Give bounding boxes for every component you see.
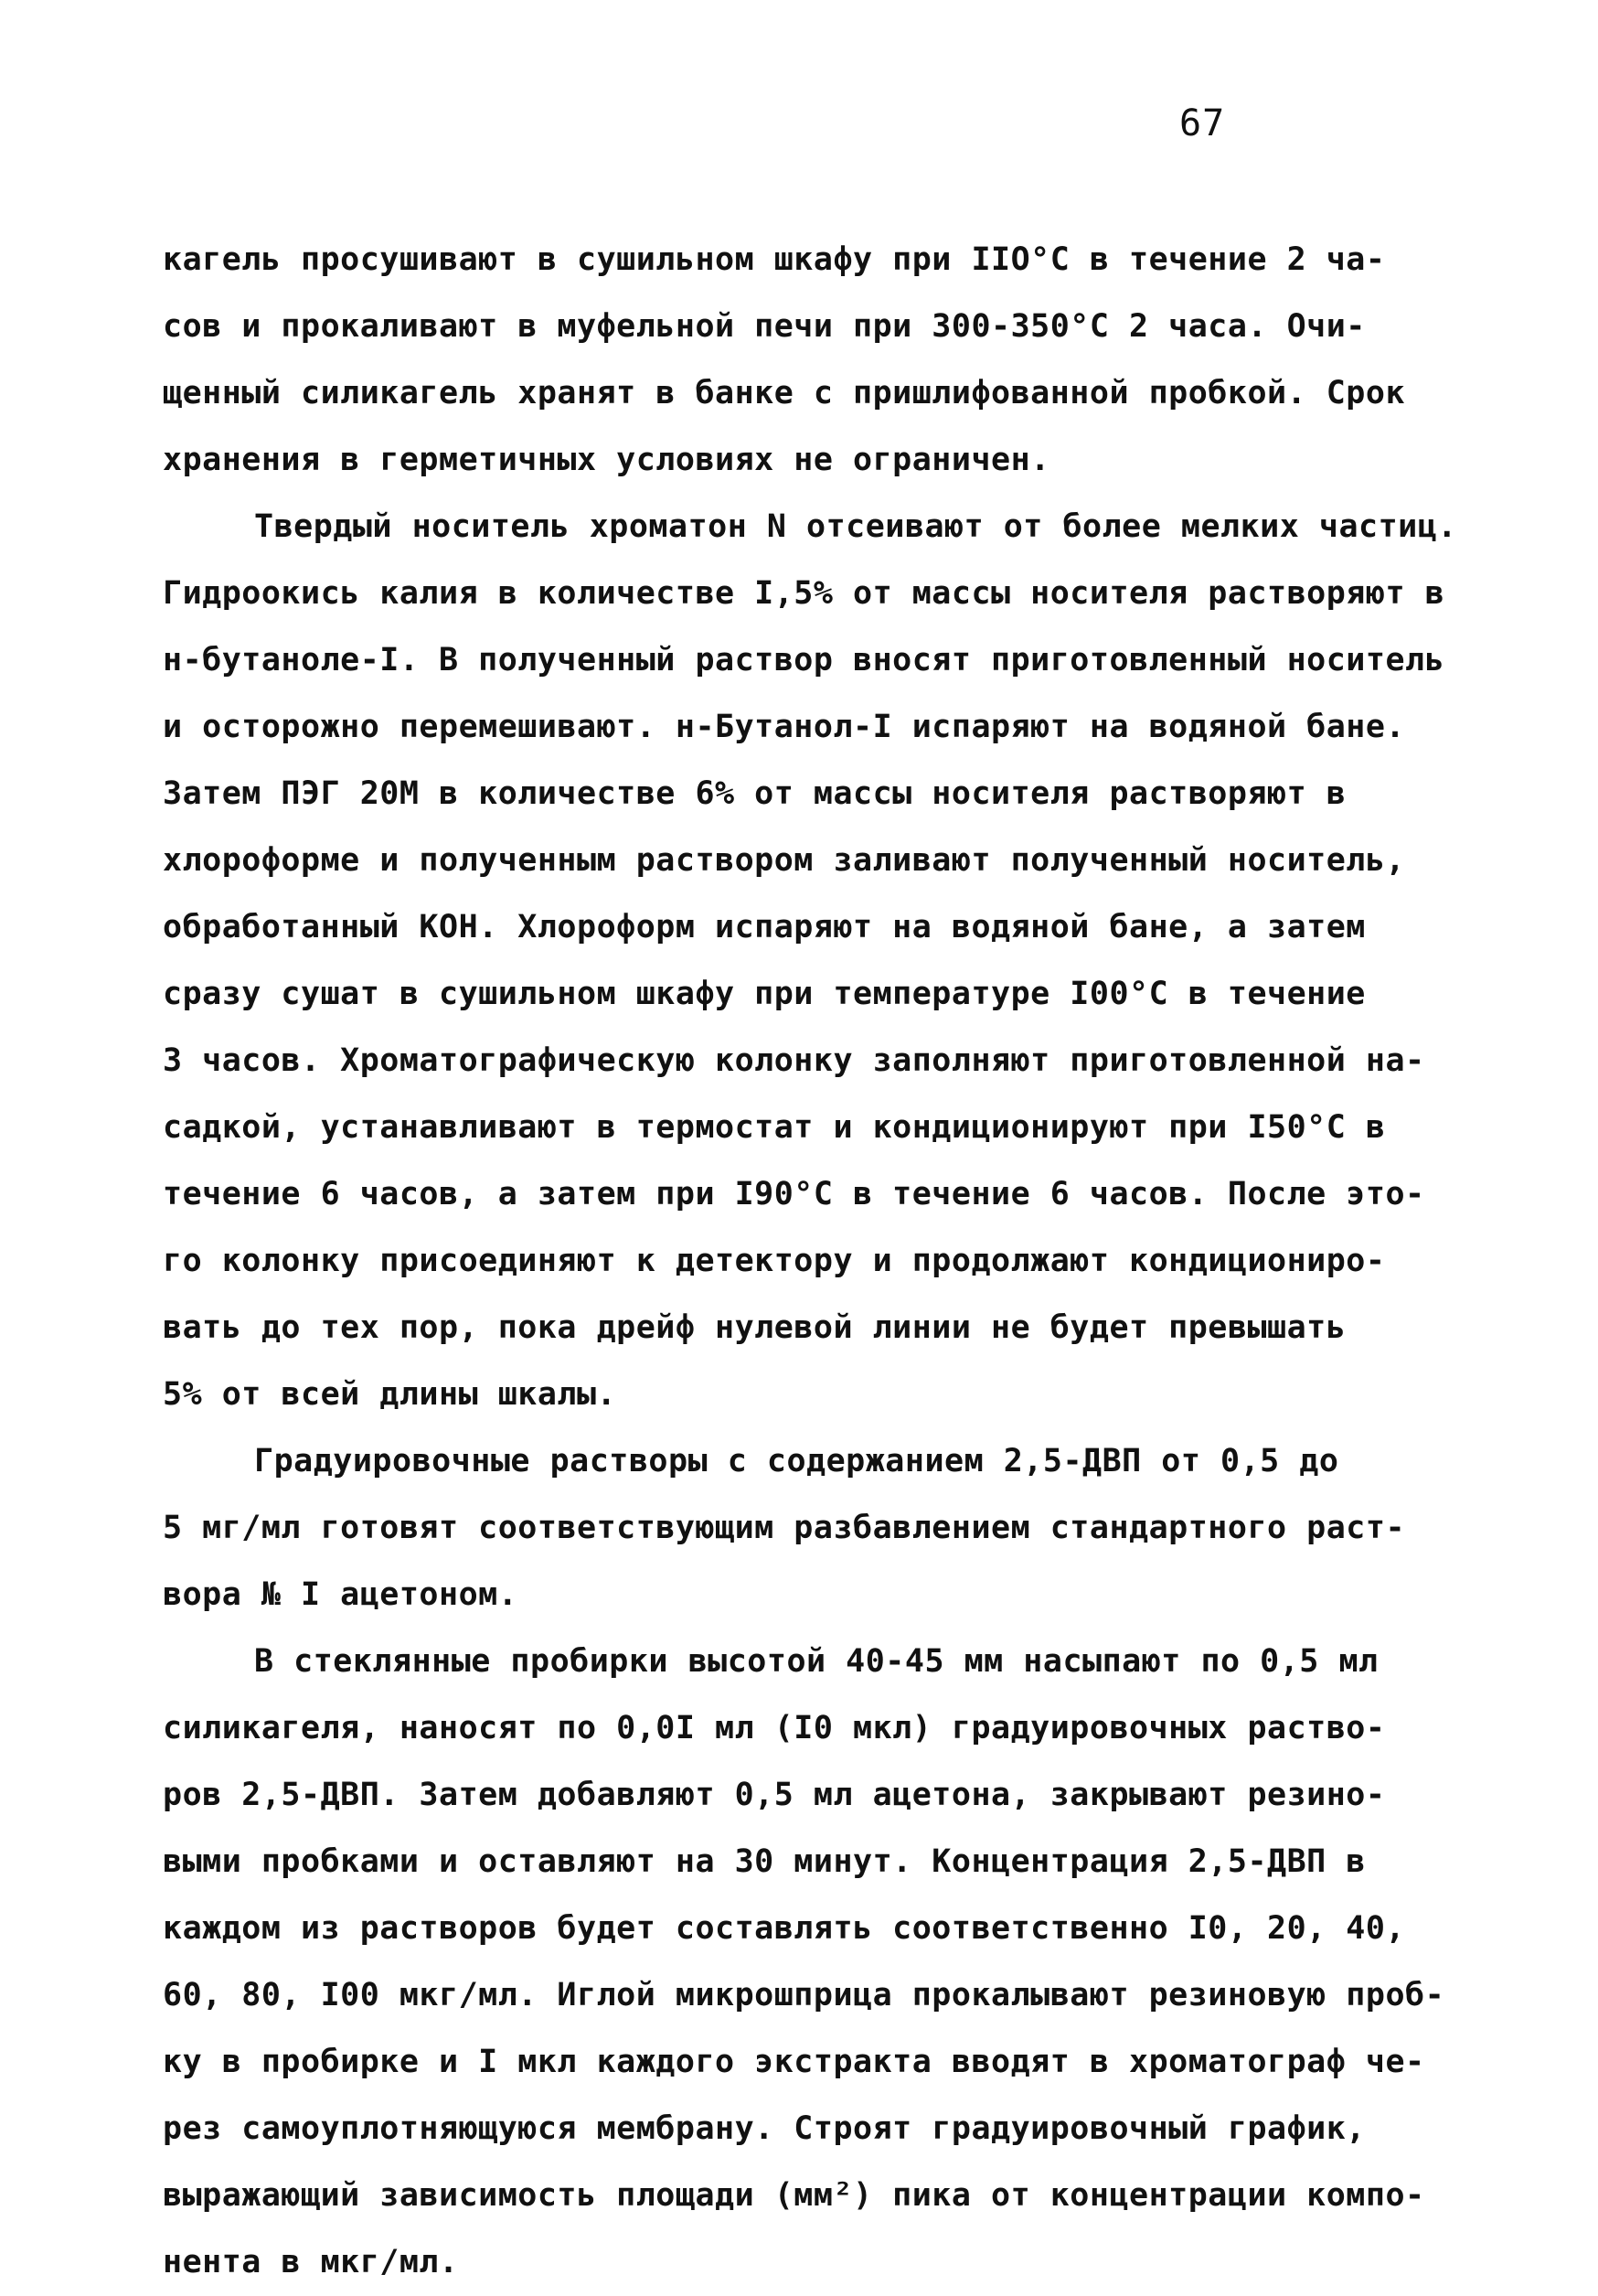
text-line: 5 мг/мл готовят соответствующим разбавлением стандартного раст- bbox=[163, 1510, 1406, 1546]
page-number: 67 bbox=[1179, 102, 1226, 144]
text-line: садкой, устанавливают в термостат и кондиционируют при I50°C в bbox=[163, 1109, 1386, 1146]
text-line: каждом из растворов будет составлять соответственно I0, 20, 40, bbox=[163, 1910, 1406, 1947]
text-line: хранения в герметичных условиях не ограничен. bbox=[163, 442, 1050, 478]
text-line: го колонку присоединяют к детектору и продолжают кондициониро- bbox=[163, 1243, 1386, 1279]
text-line: Затем ПЭГ 20М в количестве 6% от массы носителя растворяют в bbox=[163, 775, 1347, 812]
text-line: н-бутаноле-I. В полученный раствор вносят приготовленный носитель bbox=[163, 642, 1445, 678]
text-line: рез самоуплотняющуюся мембрану. Строят градуировочный график, bbox=[163, 2110, 1366, 2147]
text-line: сов и прокаливают в муфельной печи при 300-350°C 2 часа. Очи- bbox=[163, 308, 1366, 345]
text-line: нента в мкг/мл. bbox=[163, 2244, 459, 2280]
body-text bbox=[163, 227, 1457, 2296]
text-line: сразу сушат в сушильном шкафу при температуре I00°C в течение bbox=[163, 976, 1366, 1012]
text-line: ров 2,5-ДВП. Затем добавляют 0,5 мл ацетона, закрывают резино- bbox=[163, 1777, 1386, 1813]
text-line: и осторожно перемешивают. н-Бутанол-I испаряют на водяной бане. bbox=[163, 709, 1406, 745]
text-line: 5% от всей длины шкалы. bbox=[163, 1376, 617, 1413]
text-line: обработанный КОН. Хлороформ испаряют на водяной бане, а затем bbox=[163, 909, 1366, 945]
text-line: течение 6 часов, а затем при I90°C в течение 6 часов. После это- bbox=[163, 1176, 1425, 1212]
paragraph-start-line: Градуировочные растворы с содержанием 2,5-ДВП от 0,5 до bbox=[254, 1443, 1339, 1479]
text-line: выражающий зависимость площади (мм²) пика от концентрации компо- bbox=[163, 2177, 1425, 2214]
paragraph-start-line: Твердый носитель хроматон N отсеивают от более мелких частиц. bbox=[254, 508, 1457, 545]
text-line: Гидроокись калия в количестве I,5% от массы носителя растворяют в bbox=[163, 575, 1445, 612]
text-line: 3 часов. Хроматографическую колонку заполняют приготовленной на- bbox=[163, 1042, 1425, 1079]
text-line: хлороформе и полученным раствором заливают полученный носитель, bbox=[163, 842, 1406, 879]
text-line: щенный силикагель хранят в банке с пришлифованной пробкой. Срок bbox=[163, 375, 1406, 411]
paragraph-start-line: В стеклянные пробирки высотой 40-45 мм насыпают по 0,5 мл bbox=[254, 1643, 1379, 1680]
text-line: ку в пробирке и I мкл каждого экстракта вводят в хроматограф че- bbox=[163, 2044, 1425, 2080]
text-line: кагель просушивают в сушильном шкафу при IIO°C в течение 2 ча- bbox=[163, 241, 1386, 278]
text-line: вать до тех пор, пока дрейф нулевой линии не будет превышать bbox=[163, 1309, 1347, 1346]
text-line: выми пробками и оставляют на 30 минут. Концентрация 2,5-ДВП в bbox=[163, 1843, 1366, 1880]
text-line: 60, 80, I00 мкг/мл. Иглой микрошприца прокалывают резиновую проб- bbox=[163, 1977, 1445, 2013]
text-line: вора № I ацетоном. bbox=[163, 1576, 518, 1613]
text-line: силикагеля, наносят по 0,0I мл (I0 мкл) градуировочных раство- bbox=[163, 1710, 1386, 1746]
